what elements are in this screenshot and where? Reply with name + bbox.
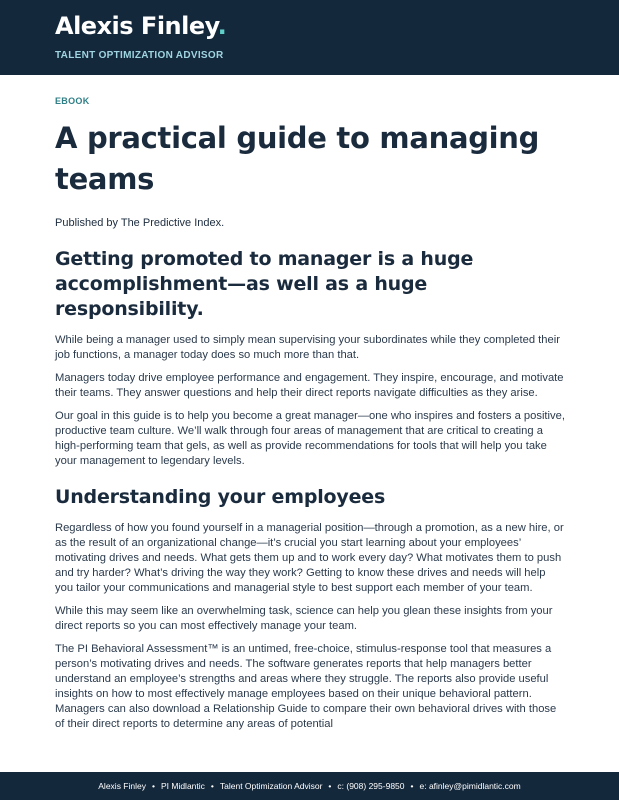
paragraph: While this may seem like an overwhelming task, science can help you glean these insights from your direct reports so you can most effectively manage your team. (55, 605, 553, 632)
footer-separator: • (328, 781, 332, 791)
document-type-label: EBOOK (55, 96, 90, 106)
footer-separator: • (151, 781, 155, 791)
paragraph: Managers today drive employee performance and engagement. They inspire, encourage, and motivate their teams. They answer questions and help their direct reports navigate difficulties as they arise. (55, 372, 564, 399)
paragraph: Regardless of how you found yourself in a managerial position—through a promotion, as a new hire, or as the result of an organizational change—it’s crucial you start learning about your employees’ motivating drives and needs. What gets them up and to work every day? What motivates them to push and try harder? What’s driving the way they work? Getting to know these drives and needs will help you tailor your communications and managerial style to best support each member of your team. (55, 522, 564, 594)
footer-separator: • (410, 781, 414, 791)
publisher-line: Published by The Predictive Index. (55, 217, 225, 229)
advisor-title: TALENT OPTIMIZATION ADVISOR (55, 50, 224, 61)
footer-name: Alexis Finley (98, 781, 146, 791)
page-footer (0, 772, 619, 800)
footer-phone: c: (908) 295-9850 (337, 781, 405, 791)
brand-dot: . (217, 12, 227, 40)
footer-company: PI Midlantic (160, 781, 205, 791)
paragraph: The PI Behavioral Assessment™ is an untimed, free-choice, stimulus-response tool that measures a person’s motivating drives and needs. The software generates reports that help managers better understand an employee’s strengths and areas where they struggle. The reports also provide useful insights on how to most effectively manage employees based on their unique behavioral pattern. Managers can also download a Relationship Guide to compare their own behavioral drives with those of their direct reports to determine any areas of potential (55, 643, 557, 730)
section-heading-promotion: Getting promoted to manager is a huge accomplishment—as well as a huge responsibility. (55, 248, 474, 320)
document-body (55, 96, 565, 732)
section-heading-employees: Understanding your employees (55, 486, 386, 508)
footer-email[interactable]: e: afinley@pimidlantic.com (419, 781, 521, 791)
advisor-name: Alexis Finley. (55, 12, 227, 40)
document-title: A practical guide to managing teams (55, 121, 540, 196)
page-header (0, 0, 619, 75)
footer-separator: • (210, 781, 214, 791)
paragraph: Our goal in this guide is to help you become a great manager—one who inspires and fosters a positive, productive team culture. We’ll walk through four areas of management that are critical to creating a high-performing team that gels, as well as provide recommendations for tools that will help you take your management to legendary levels. (55, 410, 565, 467)
paragraph: While being a manager used to simply mean supervising your subordinates while they completed their job functions, a manager today does so much more than that. (55, 334, 560, 361)
footer-role: Talent Optimization Advisor (219, 781, 323, 791)
